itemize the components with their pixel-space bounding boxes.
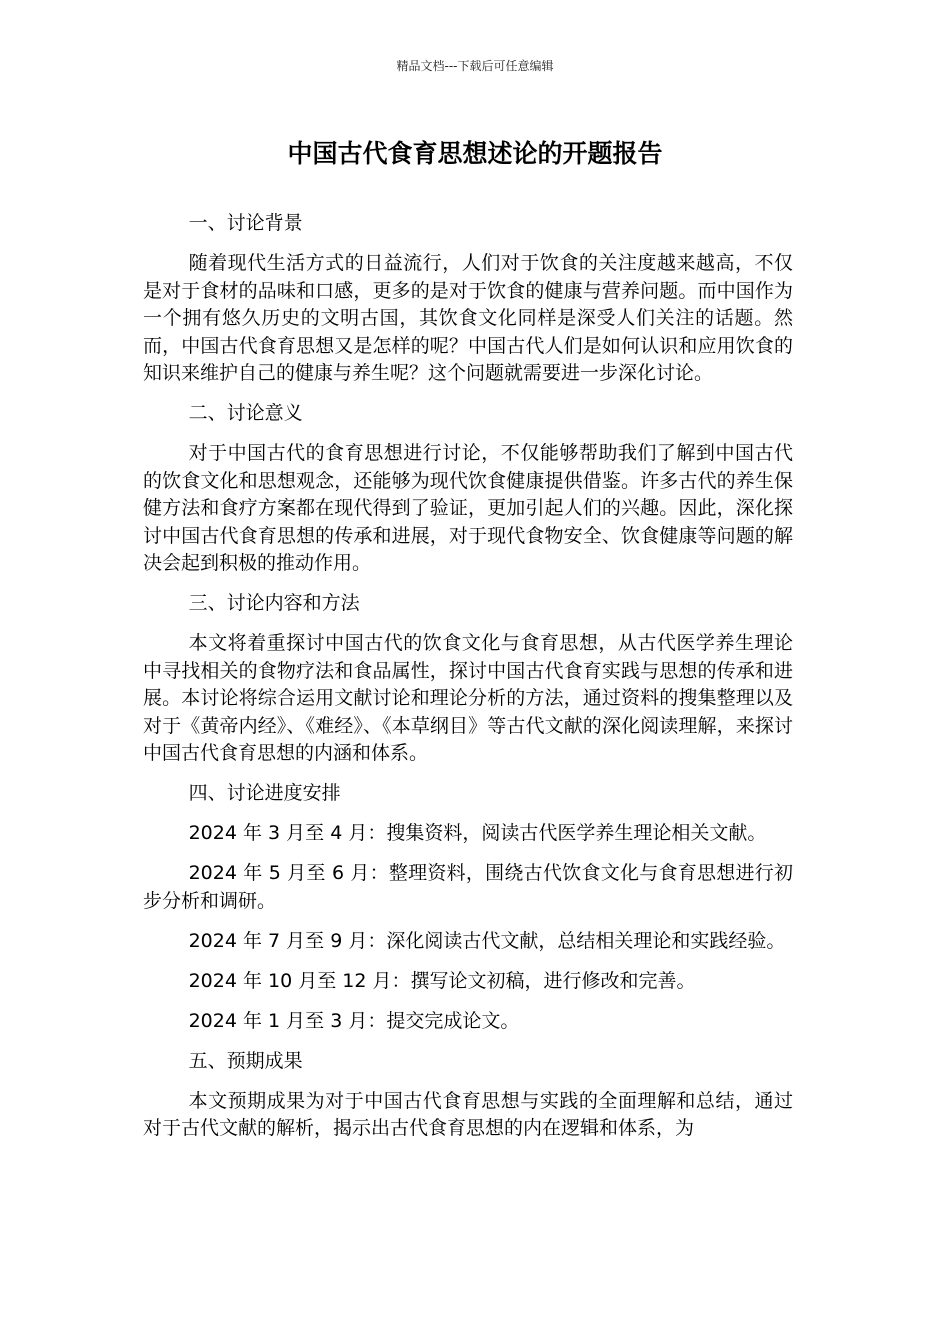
document-body: [143, 210, 793, 1155]
schedule-item: 2024 年 10 月至 12 月：撰写论文初稿，进行修改和完善。: [188, 969, 696, 992]
schedule-item: 2024 年 1 月至 3 月：提交完成论文。: [188, 1009, 520, 1032]
paragraph: 对于中国古代的食育思想进行讨论，不仅能够帮助我们了解到中国古代的饮食文化和思想观念，还能够为现代饮食健康提供借鉴。许多古代的养生保健方法和食疗方案都在现代得到了验证，更加引起人们的兴趣。因此，深化探讨中国古代食育思想的传承和进展，对于现代食物安全、饮食健康等问题的解决会起到积极的推动作用。: [143, 442, 793, 574]
schedule-item: 2024 年 5 月至 6 月：整理资料，围绕古代饮食文化与食育思想进行初步分析和调研。: [143, 862, 793, 912]
schedule-item: 2024 年 3 月至 4 月：搜集资料，阅读古代医学养生理论相关文献。: [188, 822, 767, 844]
schedule-item: 2024 年 7 月至 9 月：深化阅读古代文献，总结相关理论和实践经验。: [188, 929, 786, 952]
paragraph: 本文预期成果为对于中国古代食育思想与实践的全面理解和总结，通过对于古代文献的解析，揭示出古代食育思想的内在逻辑和体系，为: [143, 1089, 793, 1139]
section-heading-content-methods: 三、讨论内容和方法: [188, 592, 360, 614]
paragraph: 随着现代生活方式的日益流行，人们对于饮食的关注度越来越高，不仅是对于食材的品味和口感，更多的是对于饮食的健康与营养问题。而中国作为一个拥有悠久历史的文明古国，其饮食文化同样是深受人们关注的话题。然而，中国古代食育思想又是怎样的呢？中国古代人们是如何认识和应用饮食的知识来维护自己的健康与养生呢？这个问题就需要进一步深化讨论。: [143, 252, 793, 384]
section-heading-expected-results: 五、预期成果: [188, 1049, 303, 1072]
section-heading-schedule: 四、讨论进度安排: [188, 782, 341, 804]
section-heading-background: 一、讨论背景: [188, 212, 303, 234]
paragraph: 本文将着重探讨中国古代的饮食文化与食育思想，从古代医学养生理论中寻找相关的食物疗法和食品属性，探讨中国古代食育实践与思想的传承和进展。本讨论将综合运用文献讨论和理论分析的方法，通过资料的搜集整理以及对于《黄帝内经》、《难经》、《本草纲目》等古代文献的深化阅读理解，来探讨中国古代食育思想的内涵和体系。: [143, 632, 793, 764]
section-heading-significance: 二、讨论意义: [188, 402, 303, 424]
document-title: 中国古代食育思想述论的开题报告: [287, 139, 663, 168]
page-header-note: 精品文档---下载后可任意编辑: [396, 59, 554, 73]
